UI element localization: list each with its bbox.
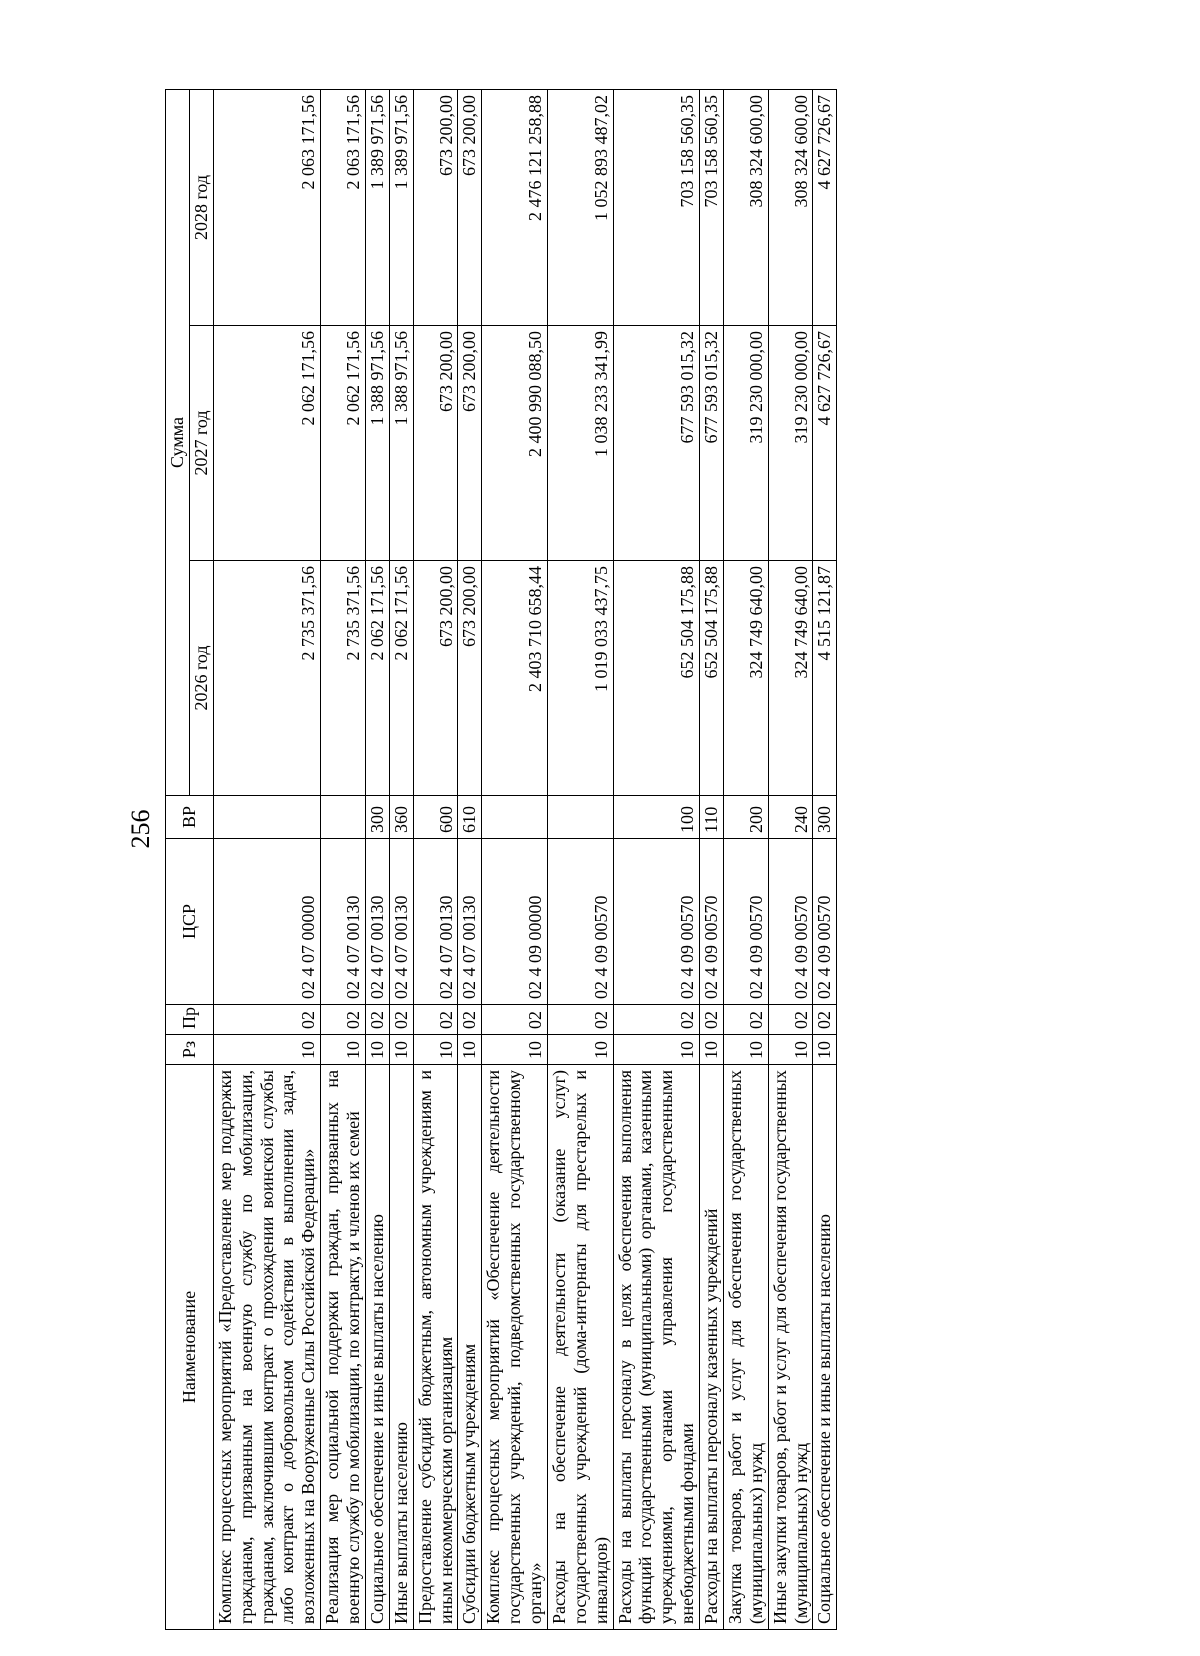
row-sum-2027: 2 062 171,56 xyxy=(213,326,320,561)
row-rz: 10 xyxy=(768,1035,813,1065)
row-rz: 10 xyxy=(413,1035,458,1065)
row-sum-2028: 308 324 600,00 xyxy=(768,90,813,326)
row-sum-2026: 673 200,00 xyxy=(458,561,482,796)
row-vr: 300 xyxy=(813,796,837,839)
header-name: Наименование xyxy=(166,1065,214,1630)
row-rz: 10 xyxy=(365,1035,389,1065)
row-sum-2027: 673 200,00 xyxy=(458,326,482,561)
row-rz: 10 xyxy=(213,1035,320,1065)
row-pr: 02 xyxy=(413,1005,458,1035)
row-name: Закупка товаров, работ и услуг для обеспечения государственных (муниципальных) нужд xyxy=(723,1065,768,1630)
row-name: Комплекс процессных мероприятий «Обеспечение деятельности государственных учреждений, подведомственных государственному органу» xyxy=(482,1065,548,1630)
table-row xyxy=(768,90,813,1630)
row-name: Предоставление субсидий бюджетным, автономным учреждениям и иным некоммерческим организациям xyxy=(413,1065,458,1630)
row-csr: 02 4 09 00570 xyxy=(768,839,813,1005)
table-row xyxy=(700,90,724,1630)
row-vr: 110 xyxy=(700,796,724,839)
table-row xyxy=(813,90,837,1630)
table-row xyxy=(458,90,482,1630)
row-name: Расходы на выплаты персоналу казенных учреждений xyxy=(700,1065,724,1630)
row-vr: 360 xyxy=(389,796,413,839)
row-csr: 02 4 09 00570 xyxy=(813,839,837,1005)
header-year-2026: 2026 год xyxy=(189,561,213,796)
row-csr: 02 4 07 00130 xyxy=(321,839,366,1005)
row-csr: 02 4 07 00000 xyxy=(213,839,320,1005)
row-vr: 610 xyxy=(458,796,482,839)
budget-table xyxy=(165,89,837,1630)
table-row xyxy=(547,90,613,1630)
row-csr: 02 4 07 00130 xyxy=(389,839,413,1005)
row-name: Социальное обеспечение и иные выплаты населению xyxy=(365,1065,389,1630)
row-vr xyxy=(321,796,366,839)
row-sum-2027: 2 400 990 088,50 xyxy=(482,326,548,561)
page-number: 256 xyxy=(126,809,155,849)
row-pr: 02 xyxy=(321,1005,366,1035)
table-row xyxy=(413,90,458,1630)
row-sum-2028: 2 063 171,56 xyxy=(213,90,320,326)
row-vr xyxy=(482,796,548,839)
row-sum-2026: 1 019 033 437,75 xyxy=(547,561,613,796)
row-rz: 10 xyxy=(547,1035,613,1065)
row-sum-2026: 2 403 710 658,44 xyxy=(482,561,548,796)
row-sum-2026: 652 504 175,88 xyxy=(700,561,724,796)
row-csr: 02 4 07 00130 xyxy=(365,839,389,1005)
row-sum-2027: 1 038 233 341,99 xyxy=(547,326,613,561)
table-body xyxy=(213,90,837,1630)
row-sum-2027: 319 230 000,00 xyxy=(768,326,813,561)
table-row xyxy=(723,90,768,1630)
table-row xyxy=(613,90,700,1630)
row-sum-2028: 4 627 726,67 xyxy=(813,90,837,326)
table-row xyxy=(365,90,389,1630)
row-sum-2027: 4 627 726,67 xyxy=(813,326,837,561)
row-sum-2027: 677 593 015,32 xyxy=(613,326,700,561)
row-sum-2028: 703 158 560,35 xyxy=(613,90,700,326)
row-sum-2028: 703 158 560,35 xyxy=(700,90,724,326)
row-vr: 300 xyxy=(365,796,389,839)
row-pr: 02 xyxy=(613,1005,700,1035)
row-name: Иные выплаты населению xyxy=(389,1065,413,1630)
row-sum-2027: 1 388 971,56 xyxy=(365,326,389,561)
row-name: Комплекс процессных мероприятий «Предоставление мер поддержки гражданам, призванным на военную службу по мобилизации, гражданам, заключившим контракт о прохождении воинской службы либо контракт о добровольном содействии в выполнении задач, возложенных на Вооруженные Силы Российской Федерации» xyxy=(213,1065,320,1630)
row-vr: 240 xyxy=(768,796,813,839)
row-sum-2027: 319 230 000,00 xyxy=(723,326,768,561)
row-csr: 02 4 09 00570 xyxy=(723,839,768,1005)
row-sum-2026: 2 735 371,56 xyxy=(321,561,366,796)
row-sum-2028: 1 389 971,56 xyxy=(389,90,413,326)
row-vr: 600 xyxy=(413,796,458,839)
row-sum-2027: 677 593 015,32 xyxy=(700,326,724,561)
row-name: Субсидии бюджетным учреждениям xyxy=(458,1065,482,1630)
row-csr: 02 4 07 00130 xyxy=(413,839,458,1005)
row-sum-2028: 2 476 121 258,88 xyxy=(482,90,548,326)
row-rz: 10 xyxy=(321,1035,366,1065)
row-sum-2026: 2 062 171,56 xyxy=(389,561,413,796)
row-pr: 02 xyxy=(768,1005,813,1035)
row-rz: 10 xyxy=(458,1035,482,1065)
row-sum-2026: 2 062 171,56 xyxy=(365,561,389,796)
row-rz: 10 xyxy=(723,1035,768,1065)
row-pr: 02 xyxy=(365,1005,389,1035)
row-rz: 10 xyxy=(482,1035,548,1065)
row-name: Расходы на выплаты персоналу в целях обеспечения выполнения функций государственными (муниципальными) органами, казенными учреждениями, органами управления государственными внебюджетными фондами xyxy=(613,1065,700,1630)
row-csr: 02 4 09 00570 xyxy=(700,839,724,1005)
row-sum-2028: 673 200,00 xyxy=(458,90,482,326)
row-vr: 100 xyxy=(613,796,700,839)
row-sum-2026: 652 504 175,88 xyxy=(613,561,700,796)
rotated-table-container xyxy=(165,90,1080,1630)
row-pr: 02 xyxy=(482,1005,548,1035)
row-pr: 02 xyxy=(723,1005,768,1035)
row-sum-2028: 308 324 600,00 xyxy=(723,90,768,326)
header-csr: ЦСР xyxy=(166,839,214,1005)
table-row xyxy=(389,90,413,1630)
table-row xyxy=(482,90,548,1630)
row-sum-2028: 673 200,00 xyxy=(413,90,458,326)
row-csr: 02 4 09 00570 xyxy=(613,839,700,1005)
row-rz: 10 xyxy=(700,1035,724,1065)
header-pr: Пр xyxy=(166,1005,214,1035)
row-sum-2026: 324 749 640,00 xyxy=(768,561,813,796)
row-sum-2028: 1 052 893 487,02 xyxy=(547,90,613,326)
header-year-2028: 2028 год xyxy=(189,90,213,326)
row-vr: 200 xyxy=(723,796,768,839)
row-sum-2028: 1 389 971,56 xyxy=(365,90,389,326)
row-sum-2026: 324 749 640,00 xyxy=(723,561,768,796)
table-header xyxy=(166,90,214,1630)
row-sum-2027: 1 388 971,56 xyxy=(389,326,413,561)
header-rz: Рз xyxy=(166,1035,214,1065)
row-vr xyxy=(547,796,613,839)
row-name: Иные закупки товаров, работ и услуг для обеспечения государственных (муниципальных) нужд xyxy=(768,1065,813,1630)
header-year-2027: 2027 год xyxy=(189,326,213,561)
header-sum: Сумма xyxy=(166,90,190,796)
row-name: Социальное обеспечение и иные выплаты населению xyxy=(813,1065,837,1630)
row-rz: 10 xyxy=(613,1035,700,1065)
row-sum-2027: 673 200,00 xyxy=(413,326,458,561)
row-sum-2027: 2 062 171,56 xyxy=(321,326,366,561)
table-row xyxy=(321,90,366,1630)
row-csr: 02 4 09 00570 xyxy=(547,839,613,1005)
row-pr: 02 xyxy=(700,1005,724,1035)
row-sum-2026: 2 735 371,56 xyxy=(213,561,320,796)
row-csr: 02 4 09 00000 xyxy=(482,839,548,1005)
row-rz: 10 xyxy=(389,1035,413,1065)
row-csr: 02 4 07 00130 xyxy=(458,839,482,1005)
row-pr: 02 xyxy=(547,1005,613,1035)
row-rz: 10 xyxy=(813,1035,837,1065)
header-vr: ВР xyxy=(166,796,214,839)
table-row xyxy=(213,90,320,1630)
row-name: Расходы на обеспечение деятельности (оказание услуг) государственных учреждений (дома-интернаты для престарелых и инвалидов) xyxy=(547,1065,613,1630)
row-sum-2026: 4 515 121,87 xyxy=(813,561,837,796)
row-sum-2028: 2 063 171,56 xyxy=(321,90,366,326)
row-pr: 02 xyxy=(213,1005,320,1035)
row-pr: 02 xyxy=(458,1005,482,1035)
row-name: Реализация мер социальной поддержки граждан, призванных на военную службу по мобилизации, по контракту, и членов их семей xyxy=(321,1065,366,1630)
row-pr: 02 xyxy=(813,1005,837,1035)
row-pr: 02 xyxy=(389,1005,413,1035)
row-sum-2026: 673 200,00 xyxy=(413,561,458,796)
row-vr xyxy=(213,796,320,839)
